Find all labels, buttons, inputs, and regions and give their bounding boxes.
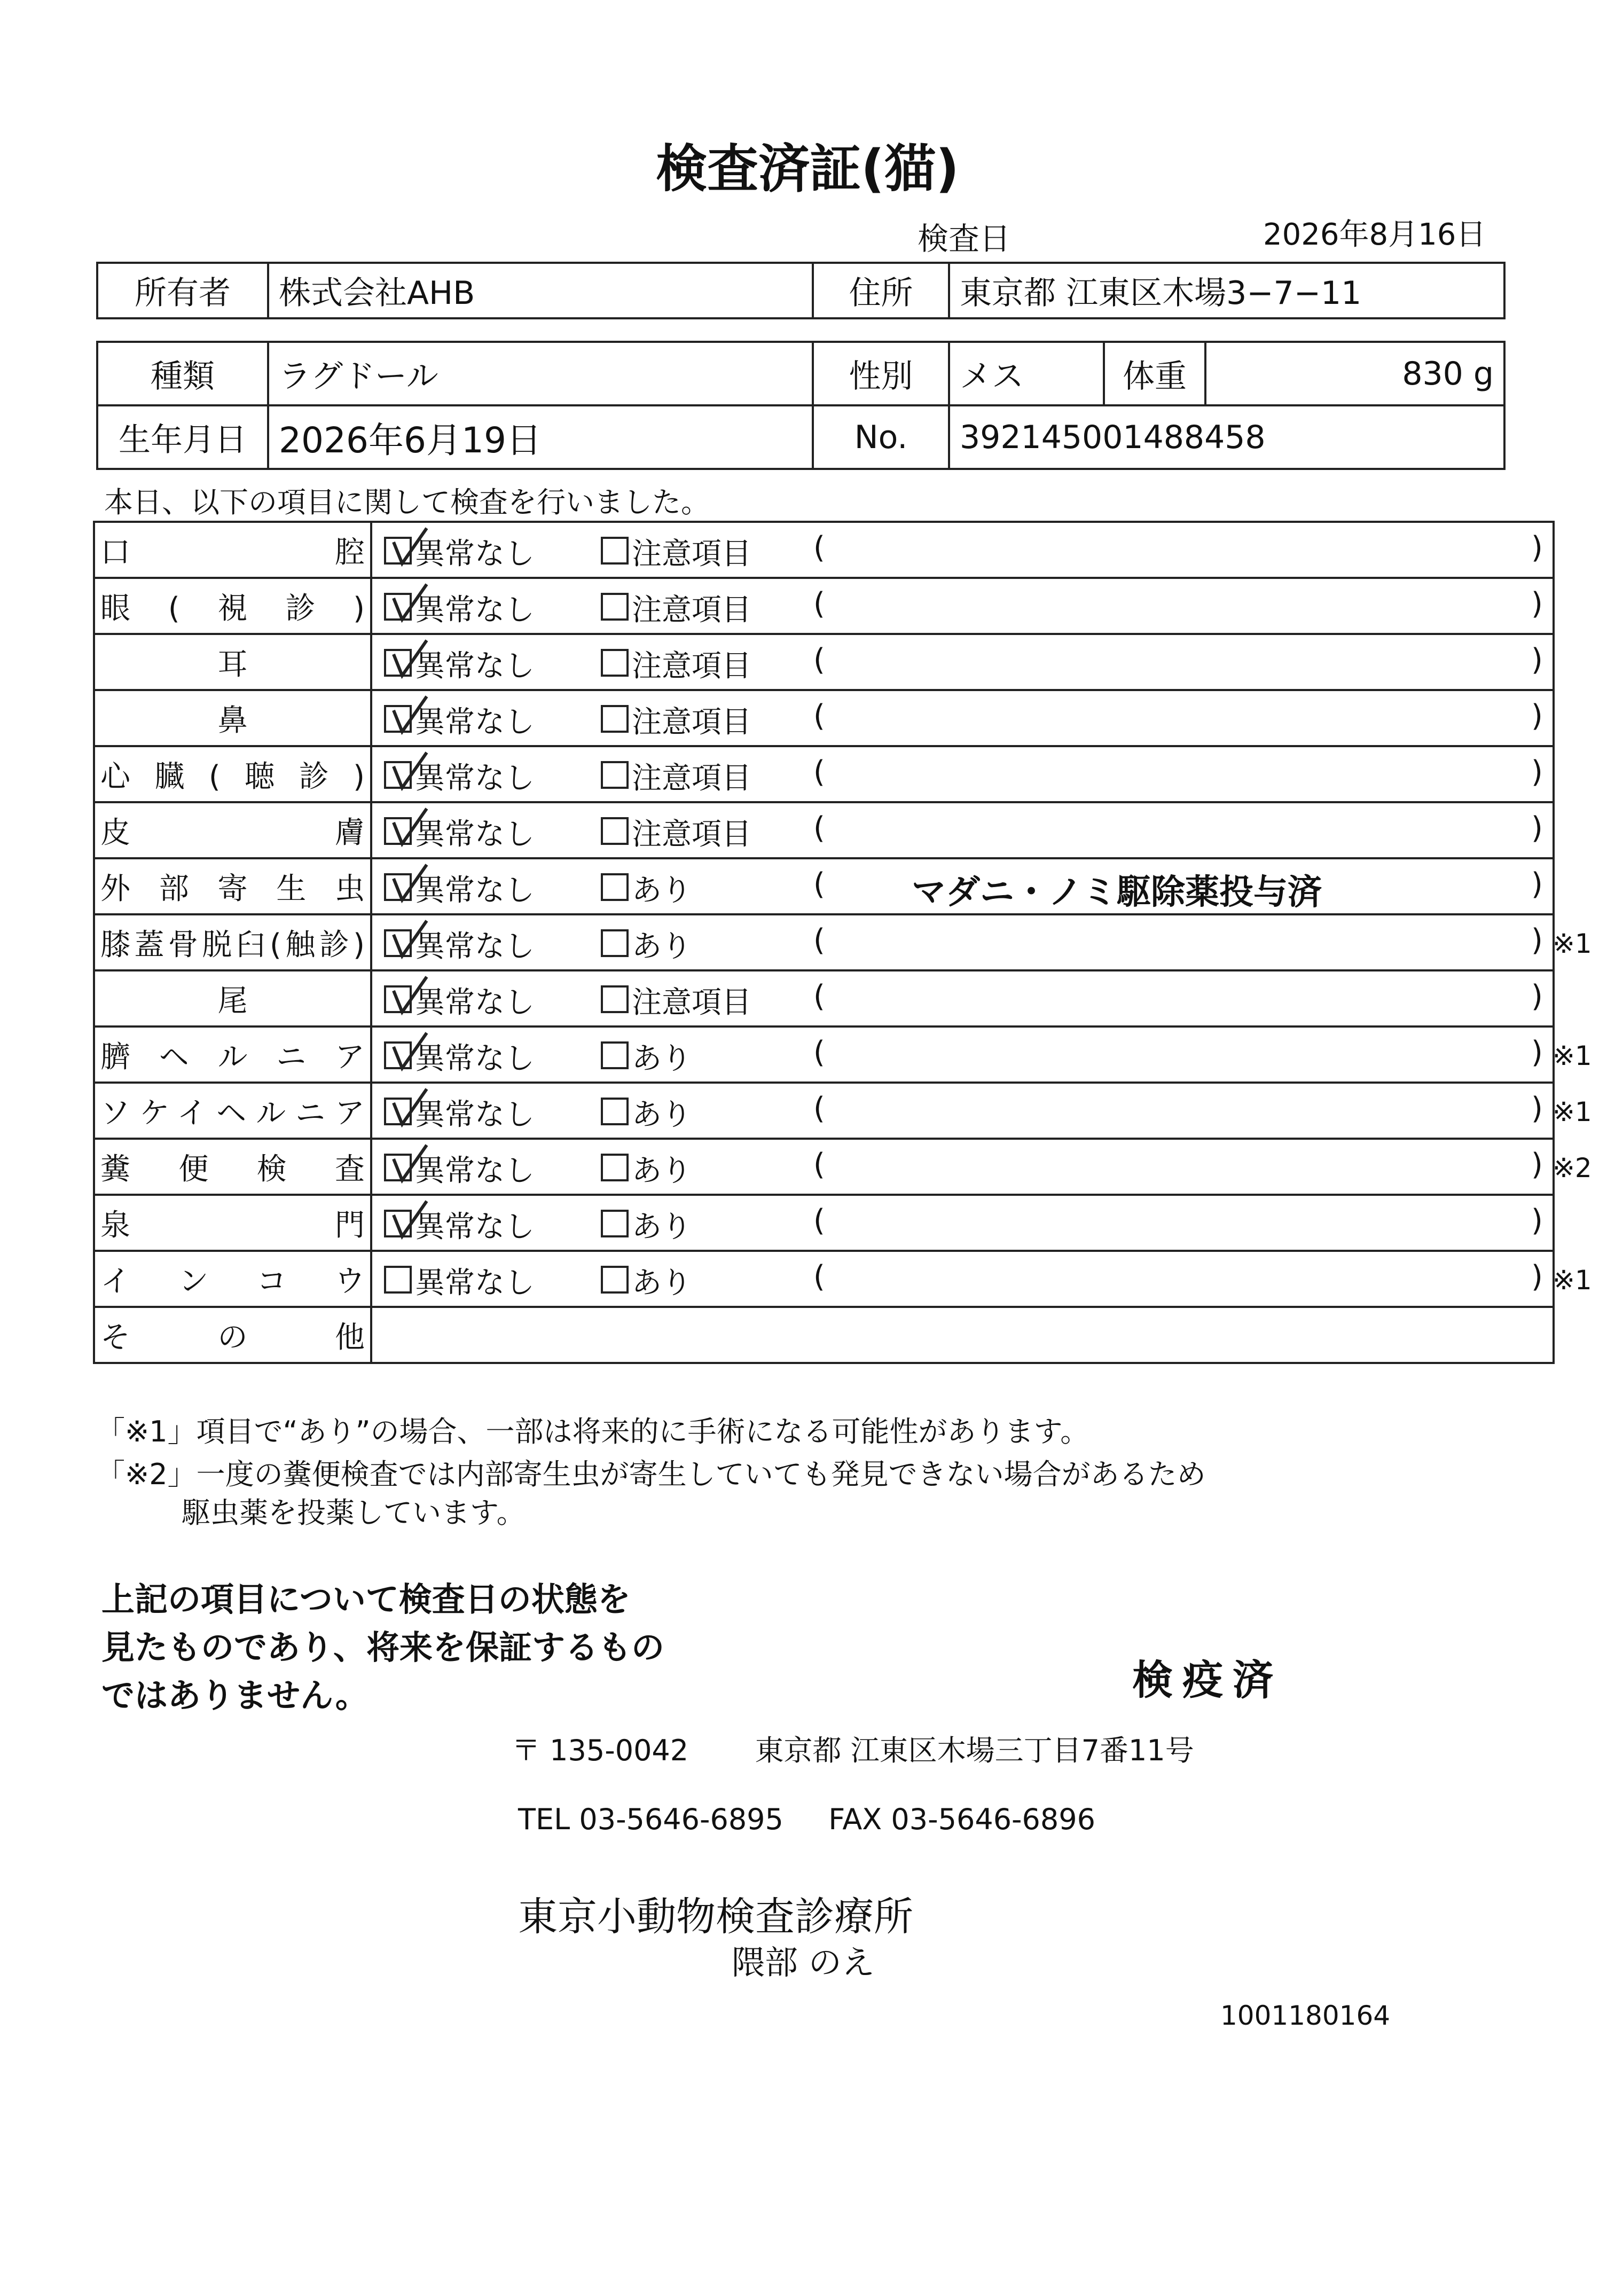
owner-table [96,262,1506,319]
clinic-name: 東京小動物検査診療所 [518,1894,913,1940]
no-label: No. [813,405,949,469]
exam-result [371,858,1554,914]
exam-row [94,1083,1554,1139]
footnote-1: 「※1」項目で“あり”の場合、一部は将来的に手術になる可能性があります。 [96,1415,1089,1448]
paren-open: ( [813,979,825,1014]
exam-note: マダニ・ノミ駆除薬投与済 [912,873,1322,912]
paren-open: ( [813,642,825,677]
exam-row [94,802,1554,858]
document-title: 検査済証(猫) [656,139,959,199]
paren-close: ) [1531,642,1543,677]
normal-label: 異常なし [415,929,535,964]
fax-number: FAX 03-5646-6896 [828,1803,1095,1836]
weight-label: 体重 [1104,342,1205,405]
normal-label: 異常なし [415,537,535,571]
finding-label: 注意項目 [632,649,751,684]
footnote-mark: ※1 [1553,1040,1592,1071]
closing-statement [101,1576,664,1720]
footnote-2: 「※2」一度の糞便検査では内部寄生虫が寄生していても発見できない場合があるため [96,1457,1206,1491]
paren-close: ) [1531,1035,1543,1070]
finding-label: 注意項目 [632,817,751,852]
finding-label: あり [632,873,692,908]
finding-checkbox[interactable] [601,929,629,957]
exam-result [371,1026,1592,1083]
exam-result [371,690,1554,746]
normal-label: 異常なし [415,873,535,908]
normal-label: 異常なし [415,1210,535,1244]
closing-line-3: ではありません。 [101,1676,369,1715]
paren-close: ) [1531,923,1543,958]
exam-table [93,521,1592,1364]
finding-label: 注意項目 [632,705,751,740]
owner-value: 株式会社AHB [268,263,813,318]
exam-result [371,1251,1592,1307]
finding-label: 注意項目 [632,761,751,796]
inspection-date: 2026年8月16日 [1263,217,1486,252]
footnote-mark: ※2 [1553,1153,1592,1184]
closing-line-1: 上記の項目について検査日の状態を [101,1580,631,1619]
clinic-street: 東京都 江東区木場三丁目7番11号 [755,1734,1194,1767]
footnote-mark: ※1 [1553,1096,1592,1127]
address-label: 住所 [813,263,949,318]
exam-item-label: 尾 [94,970,371,1026]
exam-result [371,970,1554,1026]
exam-row [94,746,1554,802]
paren-close: ) [1531,530,1543,565]
birth-value: 2026年6月19日 [268,405,813,469]
finding-label: あり [632,1266,692,1300]
footnote-mark: ※1 [1553,1265,1592,1296]
paren-close: ) [1531,1147,1543,1182]
finding-checkbox[interactable] [601,985,629,1013]
signatory-name: 隈部 のえ [732,1943,875,1982]
closing-line-2: 見たものであり、将来を保証するもの [101,1628,665,1667]
paren-close: ) [1531,811,1543,845]
other-field[interactable] [371,1307,1554,1363]
exam-result [371,1139,1592,1195]
exam-row [94,634,1554,690]
footnote-2-cont: 駆虫薬を投薬しています。 [182,1496,526,1530]
finding-label: 注意項目 [632,985,751,1020]
exam-row [94,858,1554,914]
normal-label: 異常なし [415,593,535,628]
finding-checkbox[interactable] [601,873,629,901]
normal-label: 異常なし [415,705,535,740]
finding-checkbox[interactable] [601,705,629,733]
exam-row [94,578,1554,634]
finding-checkbox[interactable] [601,1266,629,1294]
paren-open: ( [813,530,825,565]
exam-row [94,522,1554,578]
intro-text: 本日、以下の項目に関して検査を行いました。 [104,485,710,519]
exam-result [371,802,1554,858]
finding-checkbox[interactable] [601,593,629,621]
exam-item-label: 泉門 [94,1195,371,1251]
finding-label: あり [632,1154,692,1188]
finding-label: 注意項目 [632,537,751,571]
exam-item-label: 糞便検査 [94,1139,371,1195]
paren-open: ( [813,1147,825,1182]
exam-result [371,1195,1554,1251]
finding-label: あり [632,929,692,964]
paren-open: ( [813,811,825,845]
certificate-number: 1001180164 [1220,2000,1391,2031]
normal-label: 異常なし [415,985,535,1020]
normal-label: 異常なし [415,1154,535,1188]
paren-open: ( [813,586,825,621]
paren-close: ) [1531,1091,1543,1126]
finding-checkbox[interactable] [601,1098,629,1125]
birth-label: 生年月日 [97,405,268,469]
normal-label: 異常なし [415,761,535,796]
microchip-no: 392145001488458 [949,405,1504,469]
exam-item-label: ソケイヘルニア [94,1083,371,1139]
paren-open: ( [813,1035,825,1070]
paren-close: ) [1531,586,1543,621]
exam-item-label: 耳 [94,634,371,690]
paren-open: ( [813,923,825,958]
normal-label: 異常なし [415,817,535,852]
tel-number: TEL 03-5646-6895 [518,1803,783,1836]
normal-checkbox[interactable] [384,1266,412,1294]
exam-result [371,914,1592,970]
normal-label: 異常なし [415,1266,535,1300]
exam-result [371,1083,1592,1139]
weight-value: 830 g [1205,342,1504,405]
postal-code: 〒 135-0042 [512,1734,689,1767]
finding-checkbox[interactable] [601,1041,629,1069]
paren-close: ) [1531,1203,1543,1238]
exam-item-label: インコウ [94,1251,371,1307]
inspection-date-label: 検査日 [918,221,1011,257]
finding-checkbox[interactable] [601,1154,629,1181]
paren-close: ) [1531,699,1543,733]
clinic-contact [518,1803,1095,1836]
exam-row [94,690,1554,746]
exam-row-other [94,1307,1554,1363]
clinic-address [512,1728,1194,1769]
exam-item-label: 眼(視診) [94,578,371,634]
paren-open: ( [813,1203,825,1238]
exam-item-label: 臍ヘルニア [94,1026,371,1083]
pet-table [96,341,1506,470]
normal-label: 異常なし [415,1098,535,1132]
finding-label: 注意項目 [632,593,751,628]
normal-label: 異常なし [415,1041,535,1076]
paren-open: ( [813,867,825,902]
finding-checkbox[interactable] [601,817,629,845]
exam-item-label: 皮膚 [94,802,371,858]
paren-open: ( [813,755,825,789]
sex-label: 性別 [813,342,949,405]
finding-label: あり [632,1098,692,1132]
exam-item-label: 外部寄生虫 [94,858,371,914]
exam-result [371,522,1554,578]
exam-row [94,1026,1554,1083]
paren-close: ) [1531,1259,1543,1294]
exam-row [94,1195,1554,1251]
finding-label: あり [632,1041,692,1076]
finding-checkbox[interactable] [601,761,629,789]
finding-checkbox[interactable] [601,537,629,565]
quarantine-stamp: 検疫済 [1132,1656,1283,1704]
exam-result [371,634,1554,690]
exam-result [371,746,1554,802]
exam-row [94,1139,1554,1195]
finding-label: あり [632,1210,692,1244]
exam-row [94,1251,1554,1307]
sex-value: メス [949,342,1104,405]
footnote-mark: ※1 [1553,928,1592,959]
exam-item-label: 口腔 [94,522,371,578]
paren-open: ( [813,1259,825,1294]
owner-label: 所有者 [97,263,268,318]
breed-value: ラグドール [268,342,813,405]
paren-open: ( [813,699,825,733]
exam-item-label: 膝蓋骨脱臼(触診) [94,914,371,970]
exam-result [371,578,1554,634]
exam-item-label: 心臓(聴診) [94,746,371,802]
finding-checkbox[interactable] [601,1210,629,1237]
paren-close: ) [1531,755,1543,789]
exam-row [94,914,1554,970]
breed-label: 種類 [97,342,268,405]
address-value: 東京都 江東区木場3−7−11 [949,263,1504,318]
exam-item-label: 鼻 [94,690,371,746]
finding-checkbox[interactable] [601,649,629,677]
normal-label: 異常なし [415,649,535,684]
paren-open: ( [813,1091,825,1126]
other-label: その他 [94,1307,371,1363]
paren-close: ) [1531,979,1543,1014]
paren-close: ) [1531,867,1543,902]
exam-row [94,970,1554,1026]
